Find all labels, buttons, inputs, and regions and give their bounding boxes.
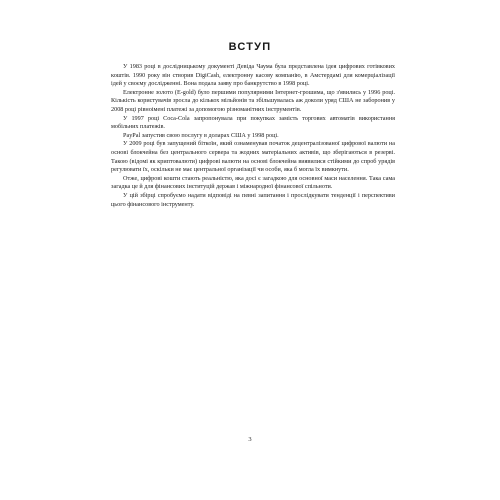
paragraph-3: У 1997 році Coca-Cola запропонувала при покупках замість торгових автоматів використання мобільних платежів. — [111, 114, 395, 131]
paragraph-2: Електронне золото (E-gold) було першими популярними Інтернет-грошима, що з'явились у 1996 році. Кількість користувачів зросла до кількох мільйонів та збільшувалась аж доколи уряд США не заборонив у 2008 році рівноімені платежі за допомогою різноманітних інструментів. — [111, 88, 395, 113]
body-text — [111, 63, 395, 209]
paragraph-5: У 2009 році був запущений біткоїн, який ознаменував початок децентралізованої цифрової валюти на основі блокчейна без центрального сервера та жодних матеріальних активів, що зберігаються в резерві. Такою (відомі як криптовалюти) цифрові валюти на основі блокчейна виявилися стійкими до спроб урядів регулювати їх, оскільки не має центральної організації чи особи, яка б могла їх вимкнути. — [111, 140, 395, 174]
paragraph-7: У цій збірці спробуємо надати відповіді на певні запитання і прослідкувати тенденції і перспективи цього фінансового інструменту. — [111, 191, 395, 208]
paragraph-1: У 1983 році в дослідницькому документі Девіда Чаума була представлена ідея цифрових готівкових коштів. 1990 року він створив DigiCash, електронну касову компанію, в Амстердамі для комерціалізації ідей у своєму дослідженні. Вона подала заяву про банкрутство в 1998 році. — [111, 63, 395, 88]
page-number: 3 — [248, 436, 252, 443]
page-title: ВСТУП — [228, 41, 272, 53]
paragraph-4: PayPal запустив свою послугу в доларах США у 1998 році. — [123, 131, 279, 139]
paragraph-6: Отже, цифрові кошти стають реальністю, яка досі є загадкою для основної маси населення. Така сама загадка це й для фінансових інституцій держав і міжнародної фінансової спільноти. — [111, 174, 395, 191]
